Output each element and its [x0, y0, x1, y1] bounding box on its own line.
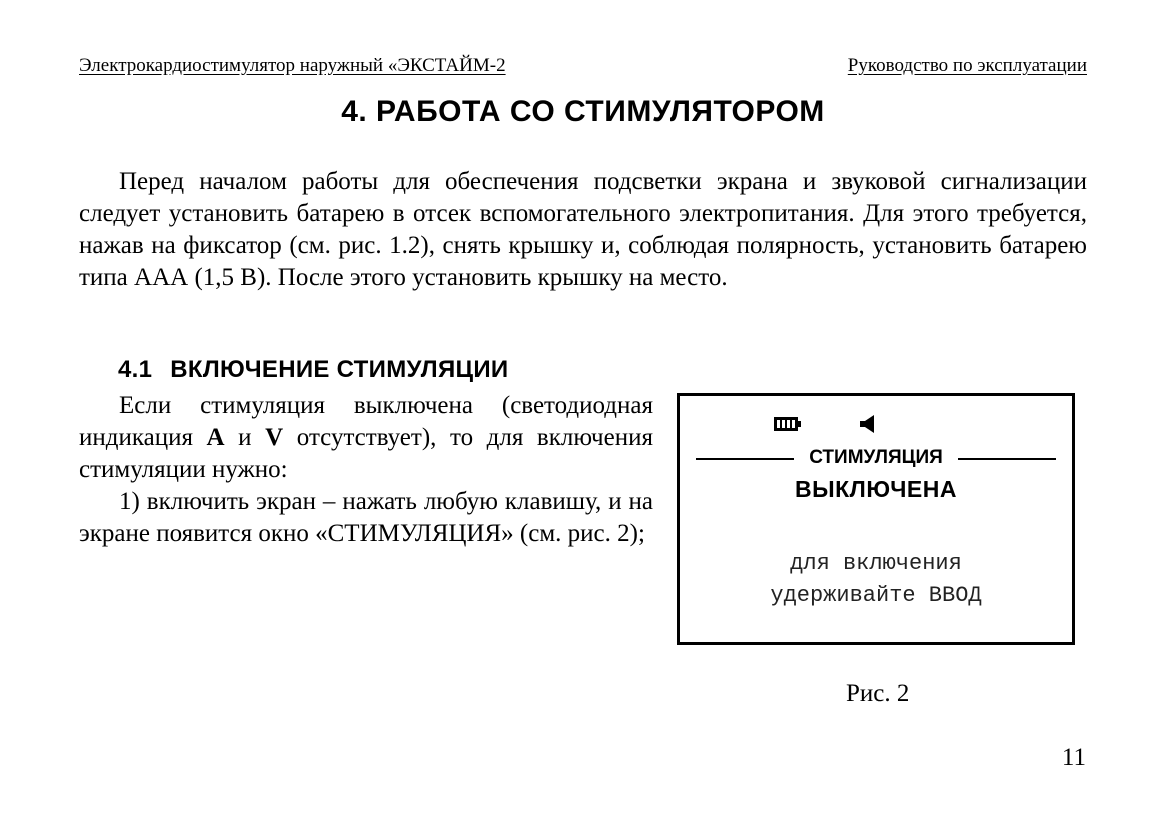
body-p1-after: отсутствует), то для включения стимуляции нужно: [79, 424, 653, 483]
indicator-v: V [265, 424, 284, 451]
section-heading [118, 356, 508, 384]
intro-text: Перед началом работы для обеспечения подсветки экрана и звуковой сигнализации следует установить батарею в отсек вспомогательного электропитания. Для этого требуется, нажав на фиксатор (см. рис. 1.2), снять крышку и, соблюдая полярность, установить батарею типа ААА (1,5 В). После этого установить крышку на место. [79, 168, 1087, 291]
body-column [79, 390, 653, 550]
screen-window-title: СТИМУЛЯЦИЯ [809, 447, 943, 468]
screen-status: ВЫКЛЮЧЕНА [795, 476, 957, 502]
screen-hint-line-2: удерживайте ВВОД [770, 583, 982, 608]
speaker-icon [858, 414, 880, 434]
section-title: ВКЛЮЧЕНИЕ СТИМУЛЯЦИИ [170, 356, 509, 383]
page-number: 11 [1061, 744, 1086, 771]
body-p1-mid: и [224, 424, 266, 451]
screen-window-title-bar [696, 446, 1056, 470]
intro-paragraph [79, 166, 1087, 294]
indicator-a: A [206, 424, 225, 451]
body-paragraph-1 [79, 390, 653, 486]
body-paragraph-2: 1) включить экран – нажать любую клавишу, и на экране появится окно «СТИМУЛЯЦИЯ» (см. рис. 2); [79, 488, 653, 547]
title-rule-right [958, 458, 1056, 460]
device-screen-figure [677, 393, 1075, 645]
section-number: 4.1 [118, 356, 153, 383]
header-right-title: Руководство по эксплуатации [847, 55, 1087, 76]
screen-hint-line-1: для включения [790, 551, 962, 576]
header-left-title: Электрокардиостимулятор наружный «ЭКСТАЙМ-2 [79, 55, 506, 76]
body-p1-before: Если стимуляция выключена (светодиодная индикация [79, 392, 653, 451]
figure-caption: Рис. 2 [846, 680, 910, 707]
battery-icon [774, 416, 802, 432]
chapter-title: 4. РАБОТА СО СТИМУЛЯТОРОМ [341, 95, 825, 128]
